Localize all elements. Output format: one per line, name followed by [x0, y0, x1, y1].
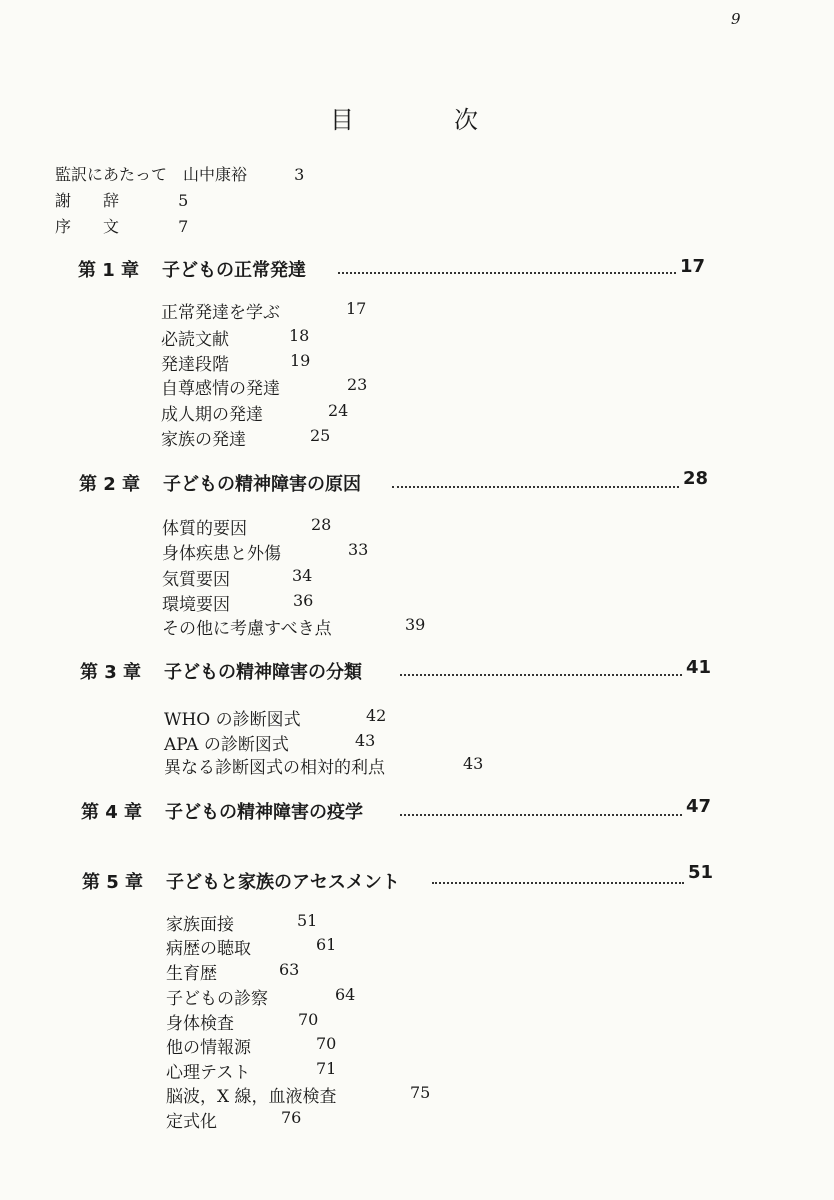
section-page: 76 [281, 1108, 302, 1127]
chapter-number: 第 3 章 [80, 662, 142, 683]
section-page: 64 [335, 985, 356, 1004]
section-page: 43 [463, 754, 484, 773]
chapter-number: 第 5 章 [82, 872, 144, 893]
chapter-page: 47 [686, 796, 712, 817]
section-page: 70 [298, 1010, 319, 1029]
section-title[interactable]: 身体検査 [166, 1014, 234, 1034]
chapter-page: 41 [686, 657, 712, 678]
section-title[interactable]: 生育歴 [166, 964, 217, 984]
front-matter-item [55, 214, 188, 237]
section-page: 61 [316, 935, 337, 954]
section-page: 63 [279, 960, 300, 979]
front-matter-page: 5 [178, 191, 189, 210]
section-title[interactable]: 家族面接 [166, 915, 234, 935]
dot-leader [400, 814, 682, 816]
section-page: 19 [290, 351, 311, 370]
front-matter-item [55, 162, 304, 185]
section-title[interactable]: 脳波，X 線，血液検査 [166, 1087, 337, 1107]
section-page: 36 [293, 591, 314, 610]
section-title[interactable]: その他に考慮すべき点 [162, 619, 332, 639]
section-title[interactable]: 自尊感情の発達 [161, 379, 280, 399]
section-title[interactable]: 必読文献 [161, 330, 229, 350]
chapter-title: 子どもの正常発達 [162, 260, 306, 281]
section-page: 23 [347, 375, 368, 394]
chapter-heading[interactable] [82, 868, 400, 894]
dot-leader [392, 486, 679, 488]
section-page: 51 [297, 911, 318, 930]
page-number: 9 [731, 10, 741, 28]
chapter-title: 子どもの精神障害の疫学 [165, 802, 363, 823]
section-page: 33 [348, 540, 369, 559]
front-matter-item [55, 188, 188, 211]
chapter-title: 子どもの精神障害の分類 [164, 662, 362, 683]
chapter-heading[interactable] [79, 470, 361, 496]
toc-title: 目 次 [330, 106, 516, 134]
section-page: 71 [316, 1059, 337, 1078]
section-page: 70 [316, 1034, 337, 1053]
chapter-title: 子どもと家族のアセスメント [166, 872, 400, 893]
section-page: 34 [292, 566, 313, 585]
chapter-title: 子どもの精神障害の原因 [163, 474, 361, 495]
section-title[interactable]: 他の情報源 [166, 1038, 251, 1058]
section-title[interactable]: 身体疾患と外傷 [162, 544, 281, 564]
front-matter-label: 謝 辞 [55, 191, 120, 210]
dot-leader [432, 882, 684, 884]
section-title[interactable]: 体質的要因 [162, 519, 247, 539]
section-title[interactable]: 成人期の発達 [161, 405, 263, 425]
dot-leader [400, 674, 682, 676]
section-title[interactable]: 家族の発達 [161, 430, 246, 450]
front-matter-page: 7 [178, 217, 189, 236]
section-title[interactable]: 子どもの診察 [166, 989, 268, 1009]
section-title[interactable]: 正常発達を学ぶ [161, 303, 280, 323]
dot-leader [338, 272, 676, 274]
chapter-heading[interactable] [81, 798, 363, 824]
section-page: 75 [410, 1083, 431, 1102]
section-title[interactable]: WHO の診断図式 [164, 710, 301, 730]
chapter-number: 第 2 章 [79, 474, 141, 495]
section-page: 18 [289, 326, 310, 345]
section-title[interactable]: 気質要因 [162, 570, 230, 590]
section-page: 24 [328, 401, 349, 420]
chapter-page: 17 [680, 256, 706, 277]
front-matter-label: 監訳にあたって 山中康裕 [55, 165, 248, 184]
section-title[interactable]: APA の診断図式 [164, 735, 289, 755]
section-title[interactable]: 定式化 [166, 1112, 217, 1132]
section-title[interactable]: 環境要因 [162, 595, 230, 615]
section-page: 43 [355, 731, 376, 750]
front-matter-page: 3 [294, 165, 305, 184]
section-title[interactable]: 発達段階 [161, 355, 229, 375]
section-page: 17 [346, 299, 367, 318]
front-matter-label: 序 文 [55, 217, 120, 236]
section-title[interactable]: 異なる診断図式の相対的利点 [164, 758, 385, 778]
chapter-number: 第 1 章 [78, 260, 140, 281]
chapter-page: 28 [683, 468, 709, 489]
chapter-page: 51 [688, 862, 714, 883]
section-title[interactable]: 心理テスト [166, 1063, 251, 1083]
section-title[interactable]: 病歴の聴取 [166, 939, 251, 959]
section-page: 25 [310, 426, 331, 445]
chapter-heading[interactable] [80, 658, 362, 684]
chapter-number: 第 4 章 [81, 802, 143, 823]
section-page: 42 [366, 706, 387, 725]
section-page: 39 [405, 615, 426, 634]
chapter-heading[interactable] [78, 256, 306, 282]
section-page: 28 [311, 515, 332, 534]
